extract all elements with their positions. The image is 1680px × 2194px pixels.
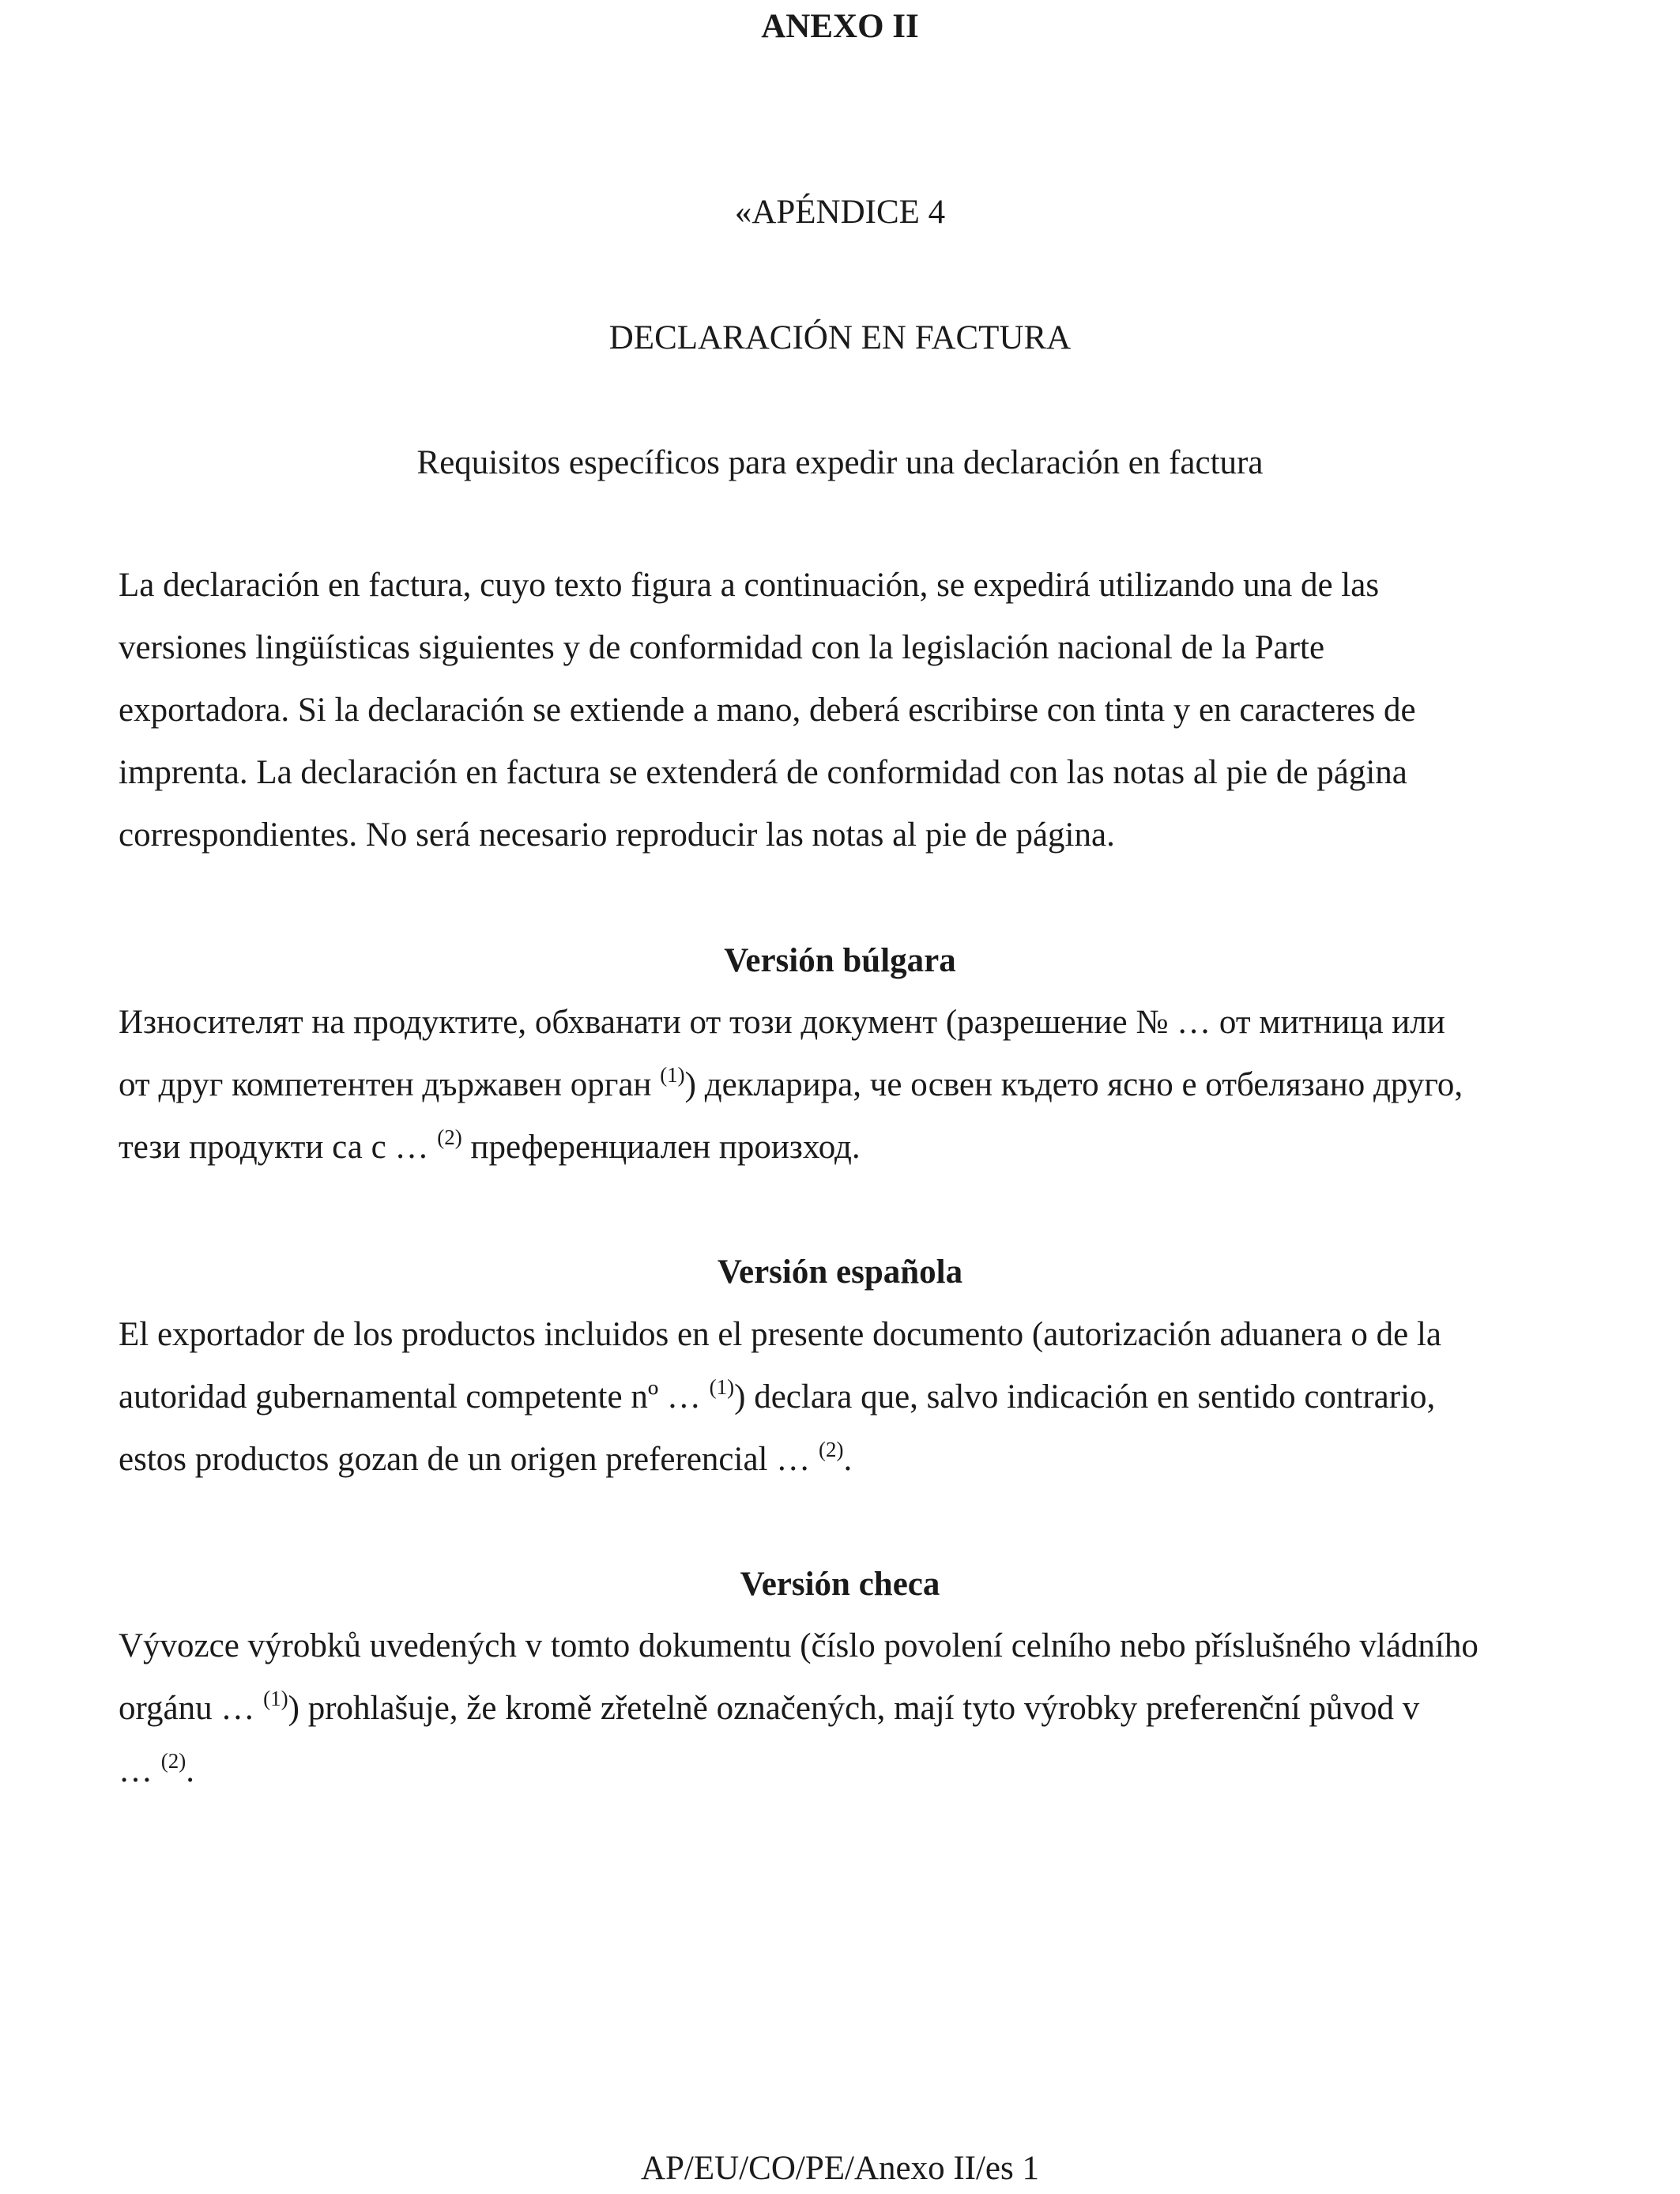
- bulgarian-line: [119, 1065, 1463, 1106]
- spanish-line: [119, 1377, 1435, 1418]
- footnote-ref: (2): [160, 1749, 186, 1774]
- intro-line: imprenta. La declaración en factura se extenderá de conformidad con las notas al pie de página: [119, 754, 1407, 791]
- intro-line: La declaración en factura, cuyo texto figura a continuación, se expedirá utilizando una de las: [119, 567, 1380, 604]
- text-segment: autoridad gubernamental competente nº …: [119, 1378, 710, 1416]
- text-segment: тези продукти са с …: [119, 1129, 438, 1166]
- spanish-line: [119, 1314, 1441, 1355]
- text-segment: ) prohlašuje, že kromě zřetelně označených, mají tyto výrobky preferenční původ v: [288, 1690, 1420, 1727]
- footnote-ref: (2): [818, 1438, 844, 1462]
- czech-line: [119, 1751, 194, 1792]
- page-footer: AP/EU/CO/PE/Anexo II/es 1: [640, 2150, 1040, 2187]
- text-segment: ) декларира, че освен където ясно е отбелязано друго,: [684, 1066, 1463, 1103]
- czech-line: [119, 1688, 1419, 1729]
- czech-line: [119, 1626, 1478, 1667]
- text-segment: преференциален произход.: [461, 1129, 861, 1166]
- text-segment: Vývozce výrobků uvedených v tomto dokumentu (číslo povolení celního nebo příslušného vládního: [119, 1627, 1478, 1664]
- text-segment: .: [186, 1752, 194, 1789]
- text-segment: El exportador de los productos incluidos en el presente documento (autorización aduanera o de la: [119, 1316, 1442, 1353]
- footnote-ref: (1): [263, 1687, 288, 1711]
- section-heading-spanish: Versión española: [717, 1253, 963, 1291]
- text-segment: estos productos gozan de un origen preferencial …: [119, 1441, 819, 1478]
- intro-line: correspondientes. No será necesario reproducir las notas al pie de página.: [119, 816, 1115, 854]
- intro-line: exportadora. Si la declaración se extiende a mano, deberá escribirse con tinta y en caracteres de: [119, 692, 1416, 729]
- text-segment: …: [119, 1752, 161, 1789]
- intro-line: versiones lingüísticas siguientes y de conformidad con la legislación nacional de la Parte: [119, 629, 1325, 666]
- section-heading-czech: Versión checa: [740, 1566, 940, 1603]
- bulgarian-line: [119, 1127, 861, 1168]
- footnote-ref: (1): [660, 1063, 685, 1088]
- subtitle: Requisitos específicos para expedir una declaración en factura: [416, 444, 1264, 481]
- footnote-ref: (2): [437, 1125, 462, 1150]
- text-segment: orgánu …: [119, 1690, 264, 1727]
- text-segment: Износителят на продуктите, обхванати от този документ (разрешение № … от митница или: [119, 1004, 1445, 1041]
- text-segment: .: [843, 1441, 853, 1478]
- footnote-ref: (1): [709, 1375, 735, 1400]
- spanish-line: [119, 1439, 852, 1480]
- main-title: DECLARACIÓN EN FACTURA: [608, 319, 1072, 356]
- annex-header: ANEXO II: [761, 8, 919, 45]
- section-heading-bulgarian: Versión búlgara: [724, 942, 956, 979]
- appendix-title: «APÉNDICE 4: [734, 194, 946, 231]
- bulgarian-line: [119, 1002, 1445, 1043]
- text-segment: ) declara que, salvo indicación en sentido contrario,: [734, 1378, 1436, 1416]
- text-segment: от друг компетентен държавен орган: [119, 1066, 661, 1103]
